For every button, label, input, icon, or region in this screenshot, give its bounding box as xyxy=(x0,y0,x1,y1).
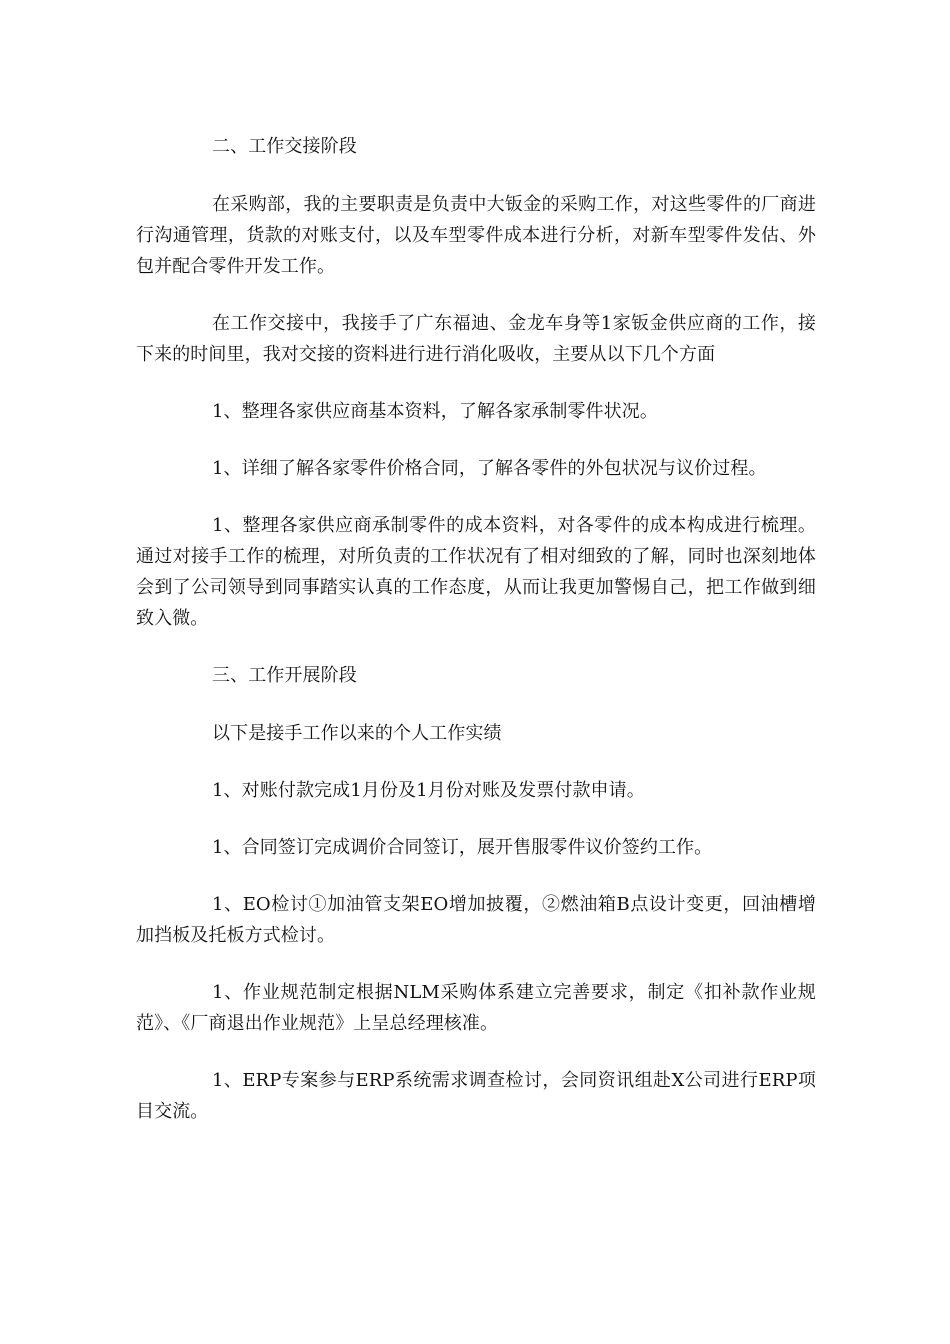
document-body xyxy=(136,131,816,1153)
list-item: 1、对账付款完成1月份及1月份对账及发票付款申请。 xyxy=(212,780,645,801)
section-heading-2: 二、工作交接阶段 xyxy=(212,136,357,157)
section-heading-3: 三、工作开展阶段 xyxy=(212,665,357,686)
list-item: 1、合同签订完成调价合同签订，展开售服零件议价签约工作。 xyxy=(212,837,713,858)
paragraph-handover: 在工作交接中，我接手了广东福迪、金龙车身等1家钣金供应商的工作，接下来的时间里，我对交接的资料进行进行消化吸收，主要从以下几个方面 xyxy=(136,313,816,365)
paragraph-intro: 以下是接手工作以来的个人工作实绩 xyxy=(212,723,502,744)
list-item: 1、整理各家供应商基本资料，了解各家承制零件状况。 xyxy=(212,401,658,422)
list-item: 1、EO检讨①加油管支架EO增加披覆，②燃油箱B点设计变更，回油槽增加挡板及托板方式检讨。 xyxy=(136,894,816,946)
list-item: 1、整理各家供应商承制零件的成本资料，对各零件的成本构成进行梳理。通过对接手工作的梳理，对所负责的工作状况有了相对细致的了解，同时也深刻地体会到了公司领导到同事踏实认真的工作态度，从而让我更加警惕自己，把工作做到细致入微。 xyxy=(136,515,816,629)
list-item: 1、作业规范制定根据NLM采购体系建立完善要求，制定《扣补款作业规范》、《厂商退出作业规范》上呈总经理核准。 xyxy=(136,982,816,1034)
list-item: 1、ERP专案参与ERP系统需求调查检讨，会同资讯组赴X公司进行ERP项目交流。 xyxy=(136,1070,816,1122)
paragraph-responsibilities: 在采购部，我的主要职责是负责中大钣金的采购工作，对这些零件的厂商进行沟通管理，货款的对账支付，以及车型零件成本进行分析，对新车型零件发估、外包并配合零件开发工作。 xyxy=(136,194,816,277)
list-item: 1、详细了解各家零件价格合同，了解各零件的外包状况与议价过程。 xyxy=(212,458,767,479)
